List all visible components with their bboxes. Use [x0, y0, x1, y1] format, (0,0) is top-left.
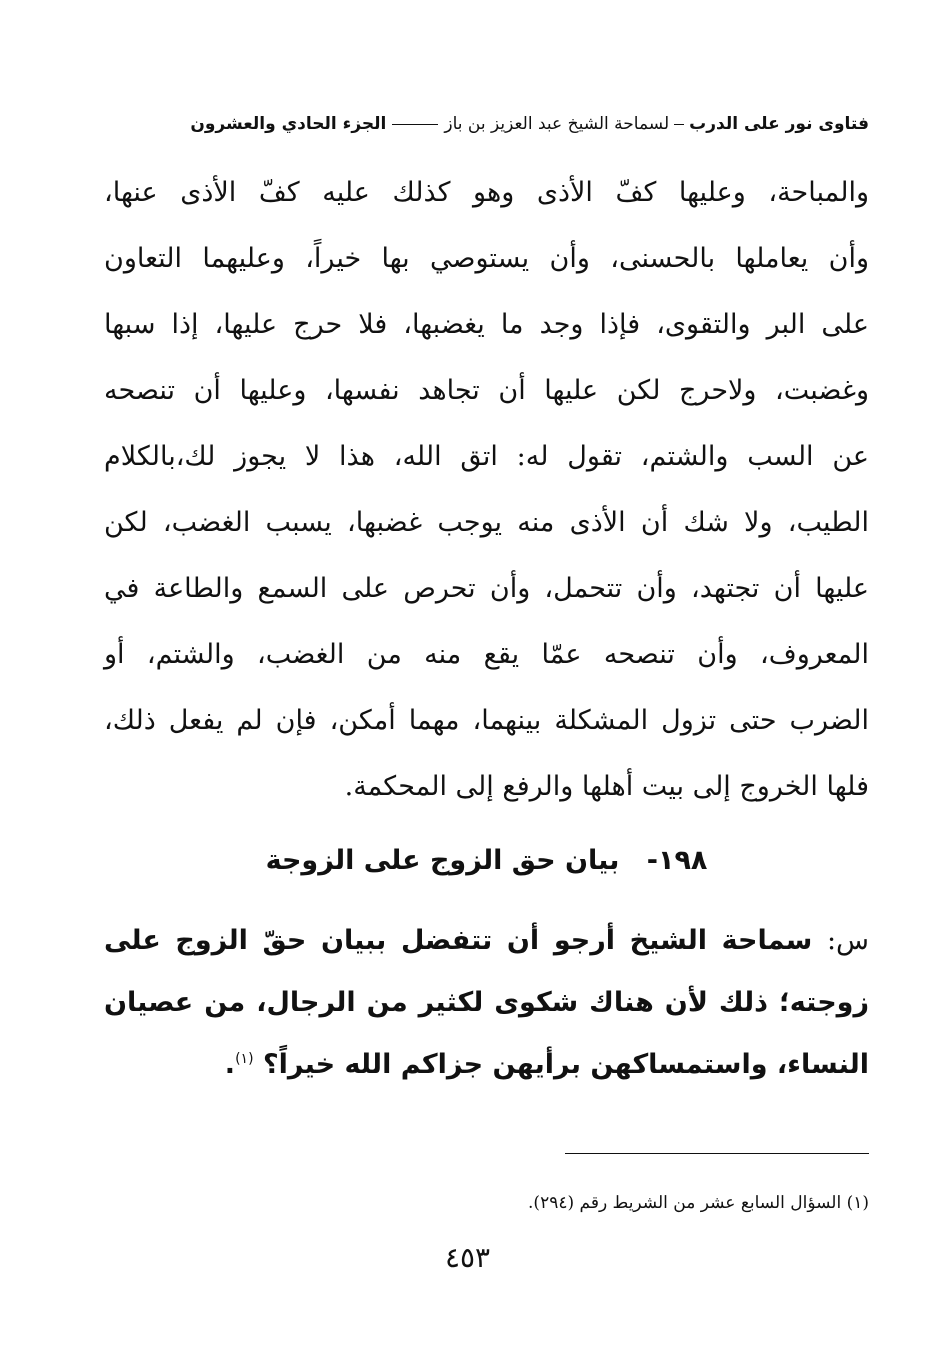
- body-line: المعروف، وأن تنصحه عمّا يقع منه من الغضب، والشتم، أو: [104, 639, 869, 670]
- volume-label: الجزء الحادي والعشرون: [190, 114, 387, 134]
- question-text: النساء، واستمساكهن برأيهن جزاكم الله خيراً؟: [262, 1049, 869, 1080]
- section-number: ١٩٨-: [646, 845, 708, 876]
- body-line: الطيب، ولا شك أن الأذى منه يوجب غضبها، يسبب الغضب، لكن: [104, 507, 869, 538]
- body-line: وأن يعاملها بالحسنى، وأن يستوصي بها خيراً، وعليهما التعاون: [104, 243, 869, 274]
- footnote-reference: (١): [235, 1051, 254, 1067]
- body-line: فلها الخروج إلى بيت أهلها والرفع إلى المحكمة.: [344, 771, 869, 802]
- header-separator: [674, 124, 684, 125]
- section-heading: [104, 836, 869, 886]
- question-line: [104, 910, 869, 972]
- question-text: سماحة الشيخ أرجو أن تتفضل ببيان حقّ الزوج على: [104, 925, 813, 956]
- question-prefix: س:: [826, 925, 870, 956]
- body-line: عليها أن تجتهد، وأن تتحمل، وأن تحرص على السمع والطاعة في: [104, 573, 869, 604]
- footnote: (١) السؤال السابع عشر من الشريط رقم (٢٩٤).: [528, 1193, 869, 1213]
- body-line: والمباحة، وعليها كفّ الأذى وهو كذلك عليه كفّ الأذى عنها،: [104, 177, 869, 208]
- book-title: فتاوى نور على الدرب: [689, 114, 869, 134]
- footnote-divider: [565, 1153, 869, 1154]
- body-line: على البر والتقوى، فإذا وجد ما يغضبها، فلا حرج عليها، إذا سبها: [104, 309, 869, 340]
- question-line: النساء، واستمساكهن برأيهن جزاكم الله خيراً؟ $^{(١)}$.: [224, 1049, 869, 1080]
- section-title: بيان حق الزوج على الزوجة: [265, 845, 620, 876]
- body-line: عن السب والشتم، تقول له: اتق الله، هذا لا يجوز لك،بالكلام: [104, 441, 869, 472]
- question-line: زوجته؛ ذلك لأن هناك شكوى لكثير من الرجال، من عصيان: [104, 987, 869, 1018]
- header-author: لسماحة الشيخ عبد العزيز بن باز: [444, 114, 670, 134]
- running-header: [104, 106, 869, 142]
- page-number: ٤٥٣: [444, 1241, 491, 1274]
- header-separator-long: [392, 124, 438, 125]
- body-line: وغضبت، ولاحرج لكن عليها أن تجاهد نفسها، وعليها أن تنصحه: [104, 375, 869, 406]
- question-block: [104, 910, 869, 1096]
- body-paragraph: [104, 160, 869, 820]
- body-line: الضرب حتى تزول المشكلة بينهما، مهما أمكن، فإن لم يفعل ذلك،: [104, 705, 869, 736]
